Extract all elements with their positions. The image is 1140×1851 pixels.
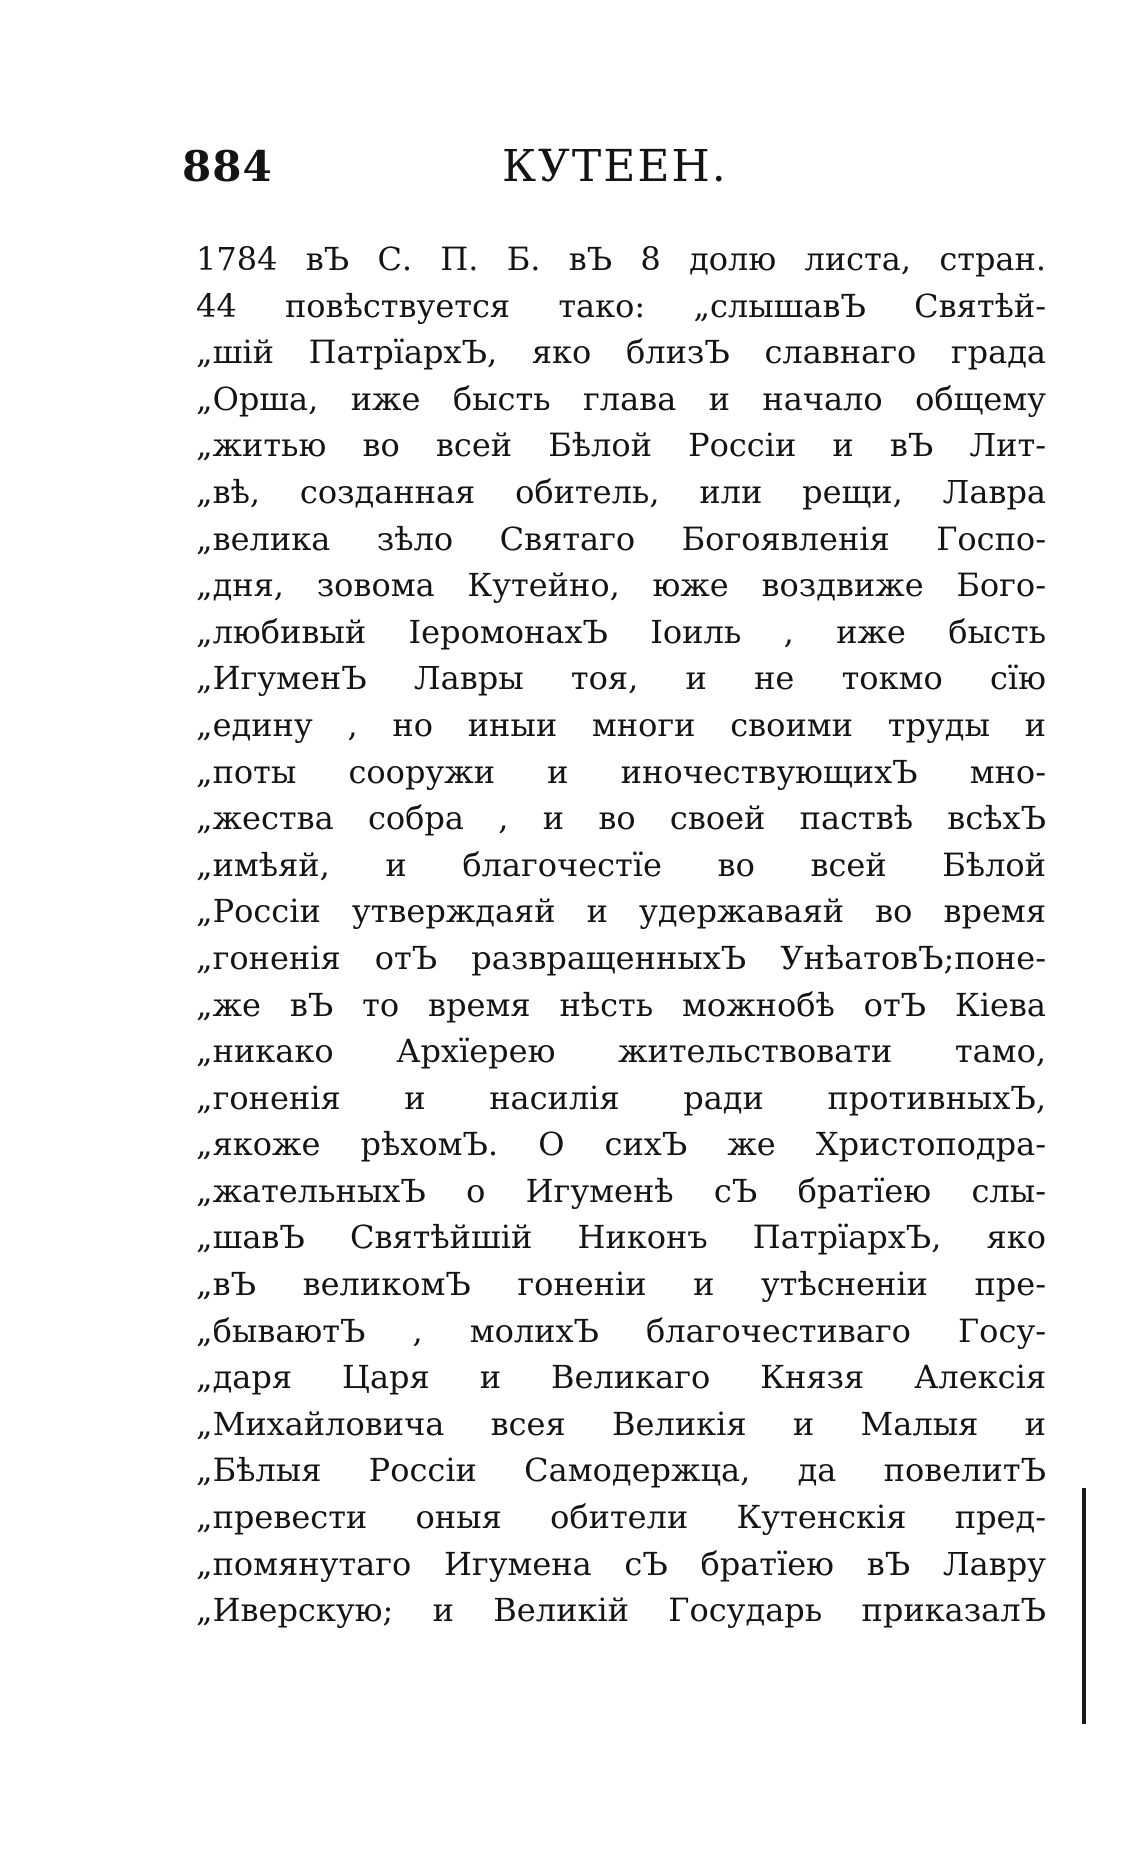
text-line: „якоже рѣхомЪ. О сихЪ же Христоподра- [196,1125,1046,1164]
text-line: „никако Архїерею жительствовати тамо, [196,1032,1046,1071]
text-line: „жества собра , и во своей паствѣ всѣхЪ [196,799,1046,838]
text-line: „любивый ІеромонахЪ Іоиль , иже бысть [196,612,1046,651]
text-line: „гоненія и насилія ради противныхЪ, [196,1078,1046,1117]
text-line: „имѣяй, и благочестїе во всей Бѣлой [196,845,1046,884]
text-line: „шій ПатрїархЪ, яко близЪ славнаго града [196,333,1046,372]
text-line: „житью во всей Бѣлой Россіи и вЪ Лит- [196,426,1046,465]
margin-rule [1082,1488,1086,1724]
text-line: „Михайловича всея Великія и Малыя и [196,1404,1046,1443]
text-line: „вѣ, созданная обитель, или рещи, Лавра [196,472,1046,511]
text-line: „даря Царя и Великаго Князя Алексія [196,1358,1046,1397]
body-text [196,236,1046,1634]
text-line: „бываютЪ , молихЪ благочестиваго Госу- [196,1311,1046,1350]
text-line: „Орша, иже бысть глава и начало общему [196,379,1046,418]
text-line: „жательныхЪ о Игуменѣ сЪ братїею слы- [196,1171,1046,1210]
text-line: „вЪ великомЪ гоненіи и утѣсненіи пре- [196,1265,1046,1304]
text-line: „дня, зовома Кутейно, юже воздвиже Бого- [196,566,1046,605]
text-line: „же вЪ то время нѣсть можнобѣ отЪ Кіева [196,985,1046,1024]
text-line: „велика зѣло Святаго Богоявленія Госпо- [196,519,1046,558]
text-line: „поты сооружи и иночествующихЪ мно- [196,752,1046,791]
text-line: „Бѣлыя Россіи Самодержца, да повелитЪ [196,1451,1046,1490]
text-line: „Россіи утверждаяй и удержаваяй во время [196,892,1046,931]
text-line: „помянутаго Игумена сЪ братїею вЪ Лавру [196,1544,1046,1583]
text-line: 44 повѣствуется тако: „слышавЪ Святѣй- [196,286,1046,325]
text-line: „превести оныя обители Кутенскія пред- [196,1498,1046,1537]
page-header [182,132,1062,202]
text-line: „гоненія отЪ развращенныхЪ УнѣатовЪ;поне- [196,938,1046,977]
text-line: „шавЪ Святѣйшій Никонъ ПатрїархЪ, яко [196,1218,1046,1257]
text-line: „едину , но иныи многи своими труды и [196,705,1046,744]
text-line: „Иверскую; и Великій Государь приказалЪ [196,1591,1046,1630]
text-line: 1784 вЪ С. П. Б. вЪ 8 долю листа, стран. [196,240,1046,278]
page-number: 884 [182,142,273,191]
running-head: КУТЕЕН. [502,141,728,192]
text-line: „ИгуменЪ Лавры тоя, и не токмо сїю [196,659,1046,698]
